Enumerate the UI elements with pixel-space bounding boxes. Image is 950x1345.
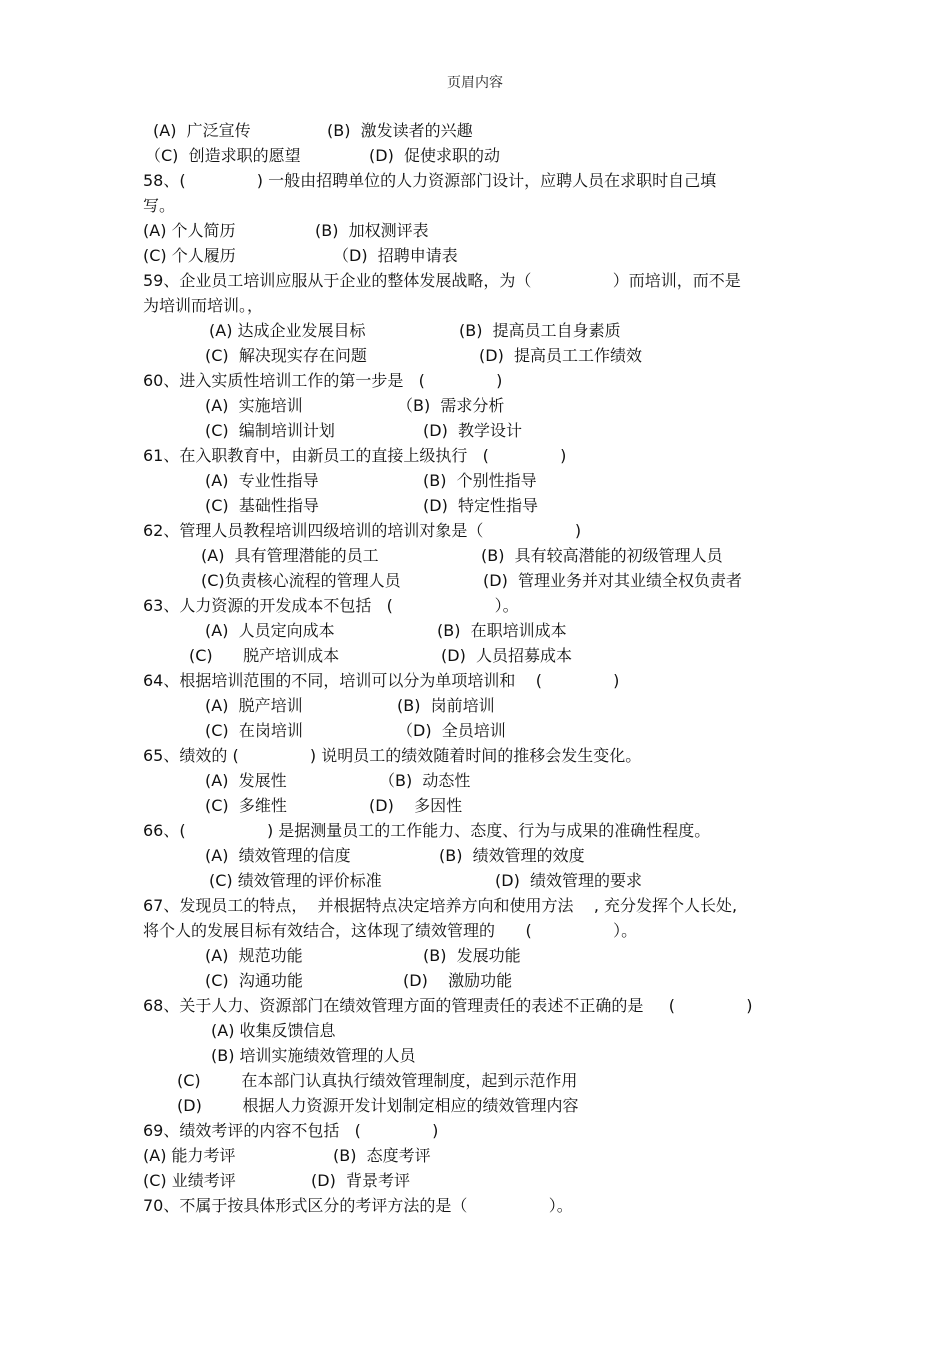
question-69 bbox=[143, 1118, 823, 1143]
question-text: 62、管理人员教程培训四级培训的培训对象是（ ) bbox=[143, 521, 582, 540]
option: (B) 激发读者的兴趣 bbox=[327, 121, 473, 140]
question-58-cont bbox=[143, 193, 823, 218]
question-60 bbox=[143, 368, 823, 393]
option: (A) 能力考评 bbox=[143, 1146, 236, 1165]
option-line bbox=[143, 1093, 823, 1118]
question-list bbox=[143, 118, 823, 1218]
option-line bbox=[143, 318, 823, 343]
option-line bbox=[143, 868, 823, 893]
question-67-cont bbox=[143, 918, 823, 943]
question-66 bbox=[143, 818, 823, 843]
option: (A) 专业性指导 bbox=[205, 471, 319, 490]
question-text: 65、绩效的 ( ) 说明员工的绩效随着时间的推移会发生变化。 bbox=[143, 746, 642, 765]
option: (B) 发展功能 bbox=[423, 946, 521, 965]
option: (A) 收集反馈信息 bbox=[211, 1021, 336, 1040]
question-text: 69、绩效考评的内容不包括 ( ) bbox=[143, 1121, 439, 1140]
option: (B) 具有较高潜能的初级管理人员 bbox=[481, 546, 723, 565]
option: (A) 规范功能 bbox=[205, 946, 303, 965]
option-line bbox=[143, 243, 823, 268]
question-text: 写。 bbox=[143, 196, 176, 215]
question-68 bbox=[143, 993, 823, 1018]
option: (D) 管理业务并对其业绩全权负责者 bbox=[483, 571, 742, 590]
question-text: 58、( ) 一般由招聘单位的人力资源部门设计，应聘人员在求职时自己填 bbox=[143, 171, 717, 190]
option: (D) 特定性指导 bbox=[423, 496, 538, 515]
option-line bbox=[143, 968, 823, 993]
option: (A) 广泛宣传 bbox=[153, 121, 251, 140]
option: （D) 招聘申请表 bbox=[333, 246, 458, 265]
question-text: 61、在入职教育中，由新员工的直接上级执行 ( ) bbox=[143, 446, 567, 465]
option-line bbox=[143, 943, 823, 968]
option: (C) 个人履历 bbox=[143, 246, 236, 265]
option-line bbox=[143, 218, 823, 243]
question-58 bbox=[143, 168, 823, 193]
option-line bbox=[143, 618, 823, 643]
option: (C)负责核心流程的管理人员 bbox=[201, 571, 401, 590]
option: (A) 发展性 bbox=[205, 771, 287, 790]
question-64 bbox=[143, 668, 823, 693]
question-text: 66、( ) 是据测量员工的工作能力、态度、行为与成果的准确性程度。 bbox=[143, 821, 711, 840]
option: (C) 在本部门认真执行绩效管理制度，起到示范作用 bbox=[177, 1071, 578, 1090]
option: (A) 脱产培训 bbox=[205, 696, 303, 715]
question-text: 为培训而培训。， bbox=[143, 296, 264, 315]
option-line bbox=[143, 718, 823, 743]
option: (C) 在岗培训 bbox=[205, 721, 303, 740]
option: (D) 提高员工工作绩效 bbox=[479, 346, 642, 365]
page-header: 页眉内容 bbox=[447, 75, 503, 91]
option-line bbox=[143, 418, 823, 443]
option: (D) 绩效管理的要求 bbox=[495, 871, 642, 890]
option: (B) 在职培训成本 bbox=[437, 621, 567, 640]
option: (B) 岗前培训 bbox=[397, 696, 495, 715]
option: (A) 实施培训 bbox=[205, 396, 303, 415]
option: （D) 全员培训 bbox=[397, 721, 506, 740]
option: (B) 加权测评表 bbox=[315, 221, 429, 240]
option: (D) 多因性 bbox=[369, 796, 463, 815]
option-line bbox=[143, 768, 823, 793]
option: (D) 激励功能 bbox=[403, 971, 513, 990]
option-line bbox=[143, 1168, 823, 1193]
option: (C) 沟通功能 bbox=[205, 971, 303, 990]
option: （C) 创造求职的愿望 bbox=[145, 146, 301, 165]
option-line bbox=[143, 118, 823, 143]
option: (A) 个人简历 bbox=[143, 221, 236, 240]
option: (C) 脱产培训成本 bbox=[189, 646, 340, 665]
option: (C) 多维性 bbox=[205, 796, 287, 815]
option: (C) 业绩考评 bbox=[143, 1171, 236, 1190]
option-line bbox=[143, 1018, 823, 1043]
option: (A) 具有管理潜能的员工 bbox=[201, 546, 379, 565]
option: (B) 提高员工自身素质 bbox=[459, 321, 621, 340]
option-line bbox=[143, 143, 823, 168]
option-line bbox=[143, 543, 823, 568]
option-line bbox=[143, 793, 823, 818]
option: (D) 背景考评 bbox=[311, 1171, 410, 1190]
option-line bbox=[143, 643, 823, 668]
option: (C) 绩效管理的评价标准 bbox=[209, 871, 382, 890]
option: (B) 绩效管理的效度 bbox=[439, 846, 585, 865]
option-line bbox=[143, 1043, 823, 1068]
question-text: 64、根据培训范围的不同，培训可以分为单项培训和 ( ) bbox=[143, 671, 620, 690]
question-text: 将个人的发展目标有效结合，这体现了绩效管理的 ( ）。 bbox=[143, 921, 638, 940]
question-61 bbox=[143, 443, 823, 468]
option-line bbox=[143, 493, 823, 518]
option: (A) 达成企业发展目标 bbox=[209, 321, 366, 340]
option: (B) 个别性指导 bbox=[423, 471, 537, 490]
option-line bbox=[143, 468, 823, 493]
option: (D) 根据人力资源开发计划制定相应的绩效管理内容 bbox=[177, 1096, 579, 1115]
option: (C) 编制培训计划 bbox=[205, 421, 335, 440]
question-67 bbox=[143, 893, 823, 918]
option: （B) 需求分析 bbox=[397, 396, 505, 415]
question-62 bbox=[143, 518, 823, 543]
question-70 bbox=[143, 1193, 823, 1218]
option: （B) 动态性 bbox=[379, 771, 471, 790]
option-line bbox=[143, 568, 823, 593]
option: (D) 人员招募成本 bbox=[441, 646, 572, 665]
question-59 bbox=[143, 268, 823, 293]
question-59-cont bbox=[143, 293, 823, 318]
option: (C) 解决现实存在问题 bbox=[205, 346, 367, 365]
question-text: 60、进入实质性培训工作的第一步是 ( ) bbox=[143, 371, 503, 390]
option-line bbox=[143, 693, 823, 718]
question-text: 59、企业员工培训应服从于企业的整体发展战略，为（ ）而培训，而不是 bbox=[143, 271, 741, 290]
option-line bbox=[143, 343, 823, 368]
option-line bbox=[143, 843, 823, 868]
question-63 bbox=[143, 593, 823, 618]
question-text: 70、不属于按具体形式区分的考评方法的是（ ）。 bbox=[143, 1196, 573, 1215]
option-line bbox=[143, 1143, 823, 1168]
option: (B) 培训实施绩效管理的人员 bbox=[211, 1046, 416, 1065]
question-text: 68、关于人力、资源部门在绩效管理方面的管理责任的表述不正确的是 ( ) bbox=[143, 996, 753, 1015]
option: (D) 促使求职的动 bbox=[369, 146, 500, 165]
option: (C) 基础性指导 bbox=[205, 496, 319, 515]
question-text: 67、发现员工的特点， 并根据特点决定培养方向和使用方法 , 充分发挥个人长处, bbox=[143, 896, 738, 915]
option: (D) 教学设计 bbox=[423, 421, 522, 440]
question-65 bbox=[143, 743, 823, 768]
option: (A) 人员定向成本 bbox=[205, 621, 335, 640]
option: (B) 态度考评 bbox=[333, 1146, 431, 1165]
option-line bbox=[143, 393, 823, 418]
option: (A) 绩效管理的信度 bbox=[205, 846, 351, 865]
question-text: 63、人力资源的开发成本不包括 ( ）。 bbox=[143, 596, 519, 615]
option-line bbox=[143, 1068, 823, 1093]
